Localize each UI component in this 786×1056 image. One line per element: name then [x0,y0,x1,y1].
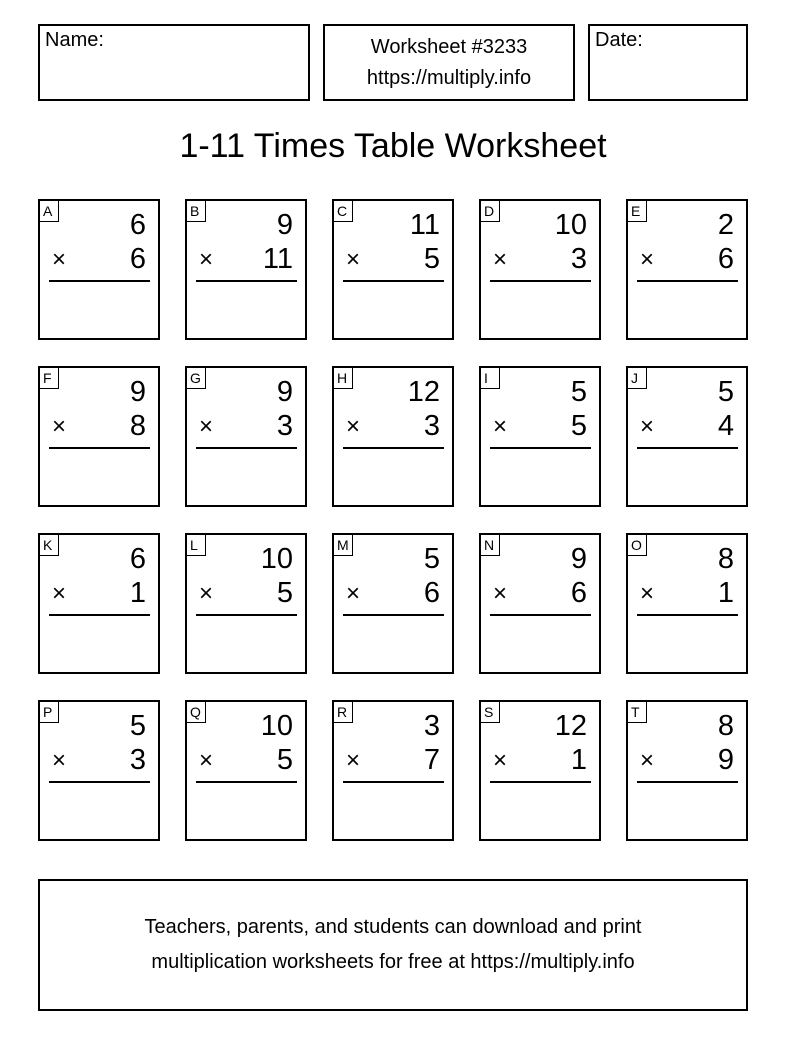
times-sign: × [640,580,655,607]
answer-line [490,447,591,449]
multiplier: 5 [276,744,293,776]
multiplier: 3 [276,410,293,442]
answer-line [196,614,297,616]
multiplier: 6 [423,577,440,609]
times-sign: × [640,246,655,273]
times-sign: × [199,747,214,774]
times-sign: × [640,747,655,774]
problem-card [185,533,307,674]
problem-letter: E [627,200,647,222]
times-sign: × [493,246,508,273]
multiplicand: 9 [276,376,293,408]
multiplicand: 5 [423,543,440,575]
multiplier: 4 [717,410,734,442]
answer-line [343,280,444,282]
problem-card [479,199,601,340]
times-sign: × [346,413,361,440]
multiplicand: 10 [260,543,293,575]
problem-letter: L [186,534,206,556]
multiplier: 3 [129,744,146,776]
multiplicand: 10 [260,710,293,742]
answer-line [637,614,738,616]
times-sign: × [52,747,67,774]
multiplicand: 3 [423,710,440,742]
answer-line [637,781,738,783]
problem-card [479,533,601,674]
problem-card [626,533,748,674]
footer-line-2: multiplication worksheets for free at https://multiply.info [151,951,635,973]
problem-card [332,533,454,674]
times-sign: × [346,580,361,607]
problem-card [479,700,601,841]
answer-line [637,447,738,449]
multiplier: 1 [570,744,587,776]
problem-card [332,700,454,841]
problem-card [479,366,601,507]
multiplier: 8 [129,410,146,442]
multiplicand: 6 [129,209,146,241]
times-sign: × [493,747,508,774]
multiplier: 1 [717,577,734,609]
answer-line [49,280,150,282]
multiplicand: 11 [409,209,440,241]
multiplier: 11 [262,243,293,275]
problem-letter: S [480,701,500,723]
multiplicand: 12 [407,376,440,408]
worksheet-title: 1-11 Times Table Worksheet [179,127,607,165]
worksheet-url: https://multiply.info [366,67,532,89]
problem-card [38,700,160,841]
times-sign: × [199,413,214,440]
multiplier: 5 [570,410,587,442]
name-label: Name: [45,29,104,51]
problem-letter: M [333,534,353,556]
times-sign: × [493,580,508,607]
problem-letter: D [480,200,500,222]
answer-line [637,280,738,282]
problem-letter: K [39,534,59,556]
problem-letter: F [39,367,59,389]
answer-line [490,280,591,282]
problem-card [626,366,748,507]
multiplicand: 6 [129,543,146,575]
worksheet-info-box [323,24,575,101]
multiplicand: 5 [570,376,587,408]
problem-card [185,366,307,507]
problem-letter: B [186,200,206,222]
times-sign: × [493,413,508,440]
multiplier: 6 [717,243,734,275]
date-label: Date: [595,29,643,51]
multiplicand: 9 [129,376,146,408]
answer-line [49,447,150,449]
multiplicand: 12 [554,710,587,742]
problem-letter: C [333,200,353,222]
problem-letter: H [333,367,353,389]
multiplicand: 9 [276,209,293,241]
answer-line [343,614,444,616]
name-field-box [38,24,310,101]
problem-card [626,199,748,340]
problem-letter: G [186,367,206,389]
answer-line [343,781,444,783]
answer-line [196,447,297,449]
times-sign: × [52,246,67,273]
multiplicand: 2 [717,209,734,241]
multiplicand: 10 [554,209,587,241]
multiplicand: 8 [717,710,734,742]
multiplicand: 9 [570,543,587,575]
answer-line [343,447,444,449]
problem-letter: I [480,367,500,389]
problem-card [38,199,160,340]
problem-card [38,533,160,674]
problem-letter: Q [186,701,206,723]
multiplier: 6 [570,577,587,609]
times-sign: × [346,747,361,774]
answer-line [196,781,297,783]
answer-line [49,614,150,616]
times-sign: × [199,580,214,607]
answer-line [490,614,591,616]
problem-letter: J [627,367,647,389]
multiplicand: 5 [717,376,734,408]
date-field-box [588,24,748,101]
answer-line [490,781,591,783]
problem-letter: R [333,701,353,723]
multiplicand: 8 [717,543,734,575]
multiplier: 6 [129,243,146,275]
problem-card [185,199,307,340]
problem-card [38,366,160,507]
answer-line [196,280,297,282]
problem-letter: N [480,534,500,556]
problem-letter: P [39,701,59,723]
problem-letter: A [39,200,59,222]
problem-card [332,366,454,507]
multiplicand: 5 [129,710,146,742]
times-sign: × [346,246,361,273]
multiplier: 5 [423,243,440,275]
problem-card [185,700,307,841]
times-sign: × [199,246,214,273]
problem-card [626,700,748,841]
multiplier: 7 [423,744,440,776]
multiplier: 3 [570,243,587,275]
multiplier: 9 [717,744,734,776]
problem-card [332,199,454,340]
times-sign: × [52,580,67,607]
footer-line-1: Teachers, parents, and students can download and print [144,916,642,938]
times-sign: × [52,413,67,440]
times-sign: × [640,413,655,440]
problem-letter: T [627,701,647,723]
multiplier: 5 [276,577,293,609]
multiplier: 3 [423,410,440,442]
answer-line [49,781,150,783]
footer-box [38,879,748,1011]
problem-letter: O [627,534,647,556]
worksheet-number: Worksheet #3233 [370,36,528,58]
multiplier: 1 [129,577,146,609]
